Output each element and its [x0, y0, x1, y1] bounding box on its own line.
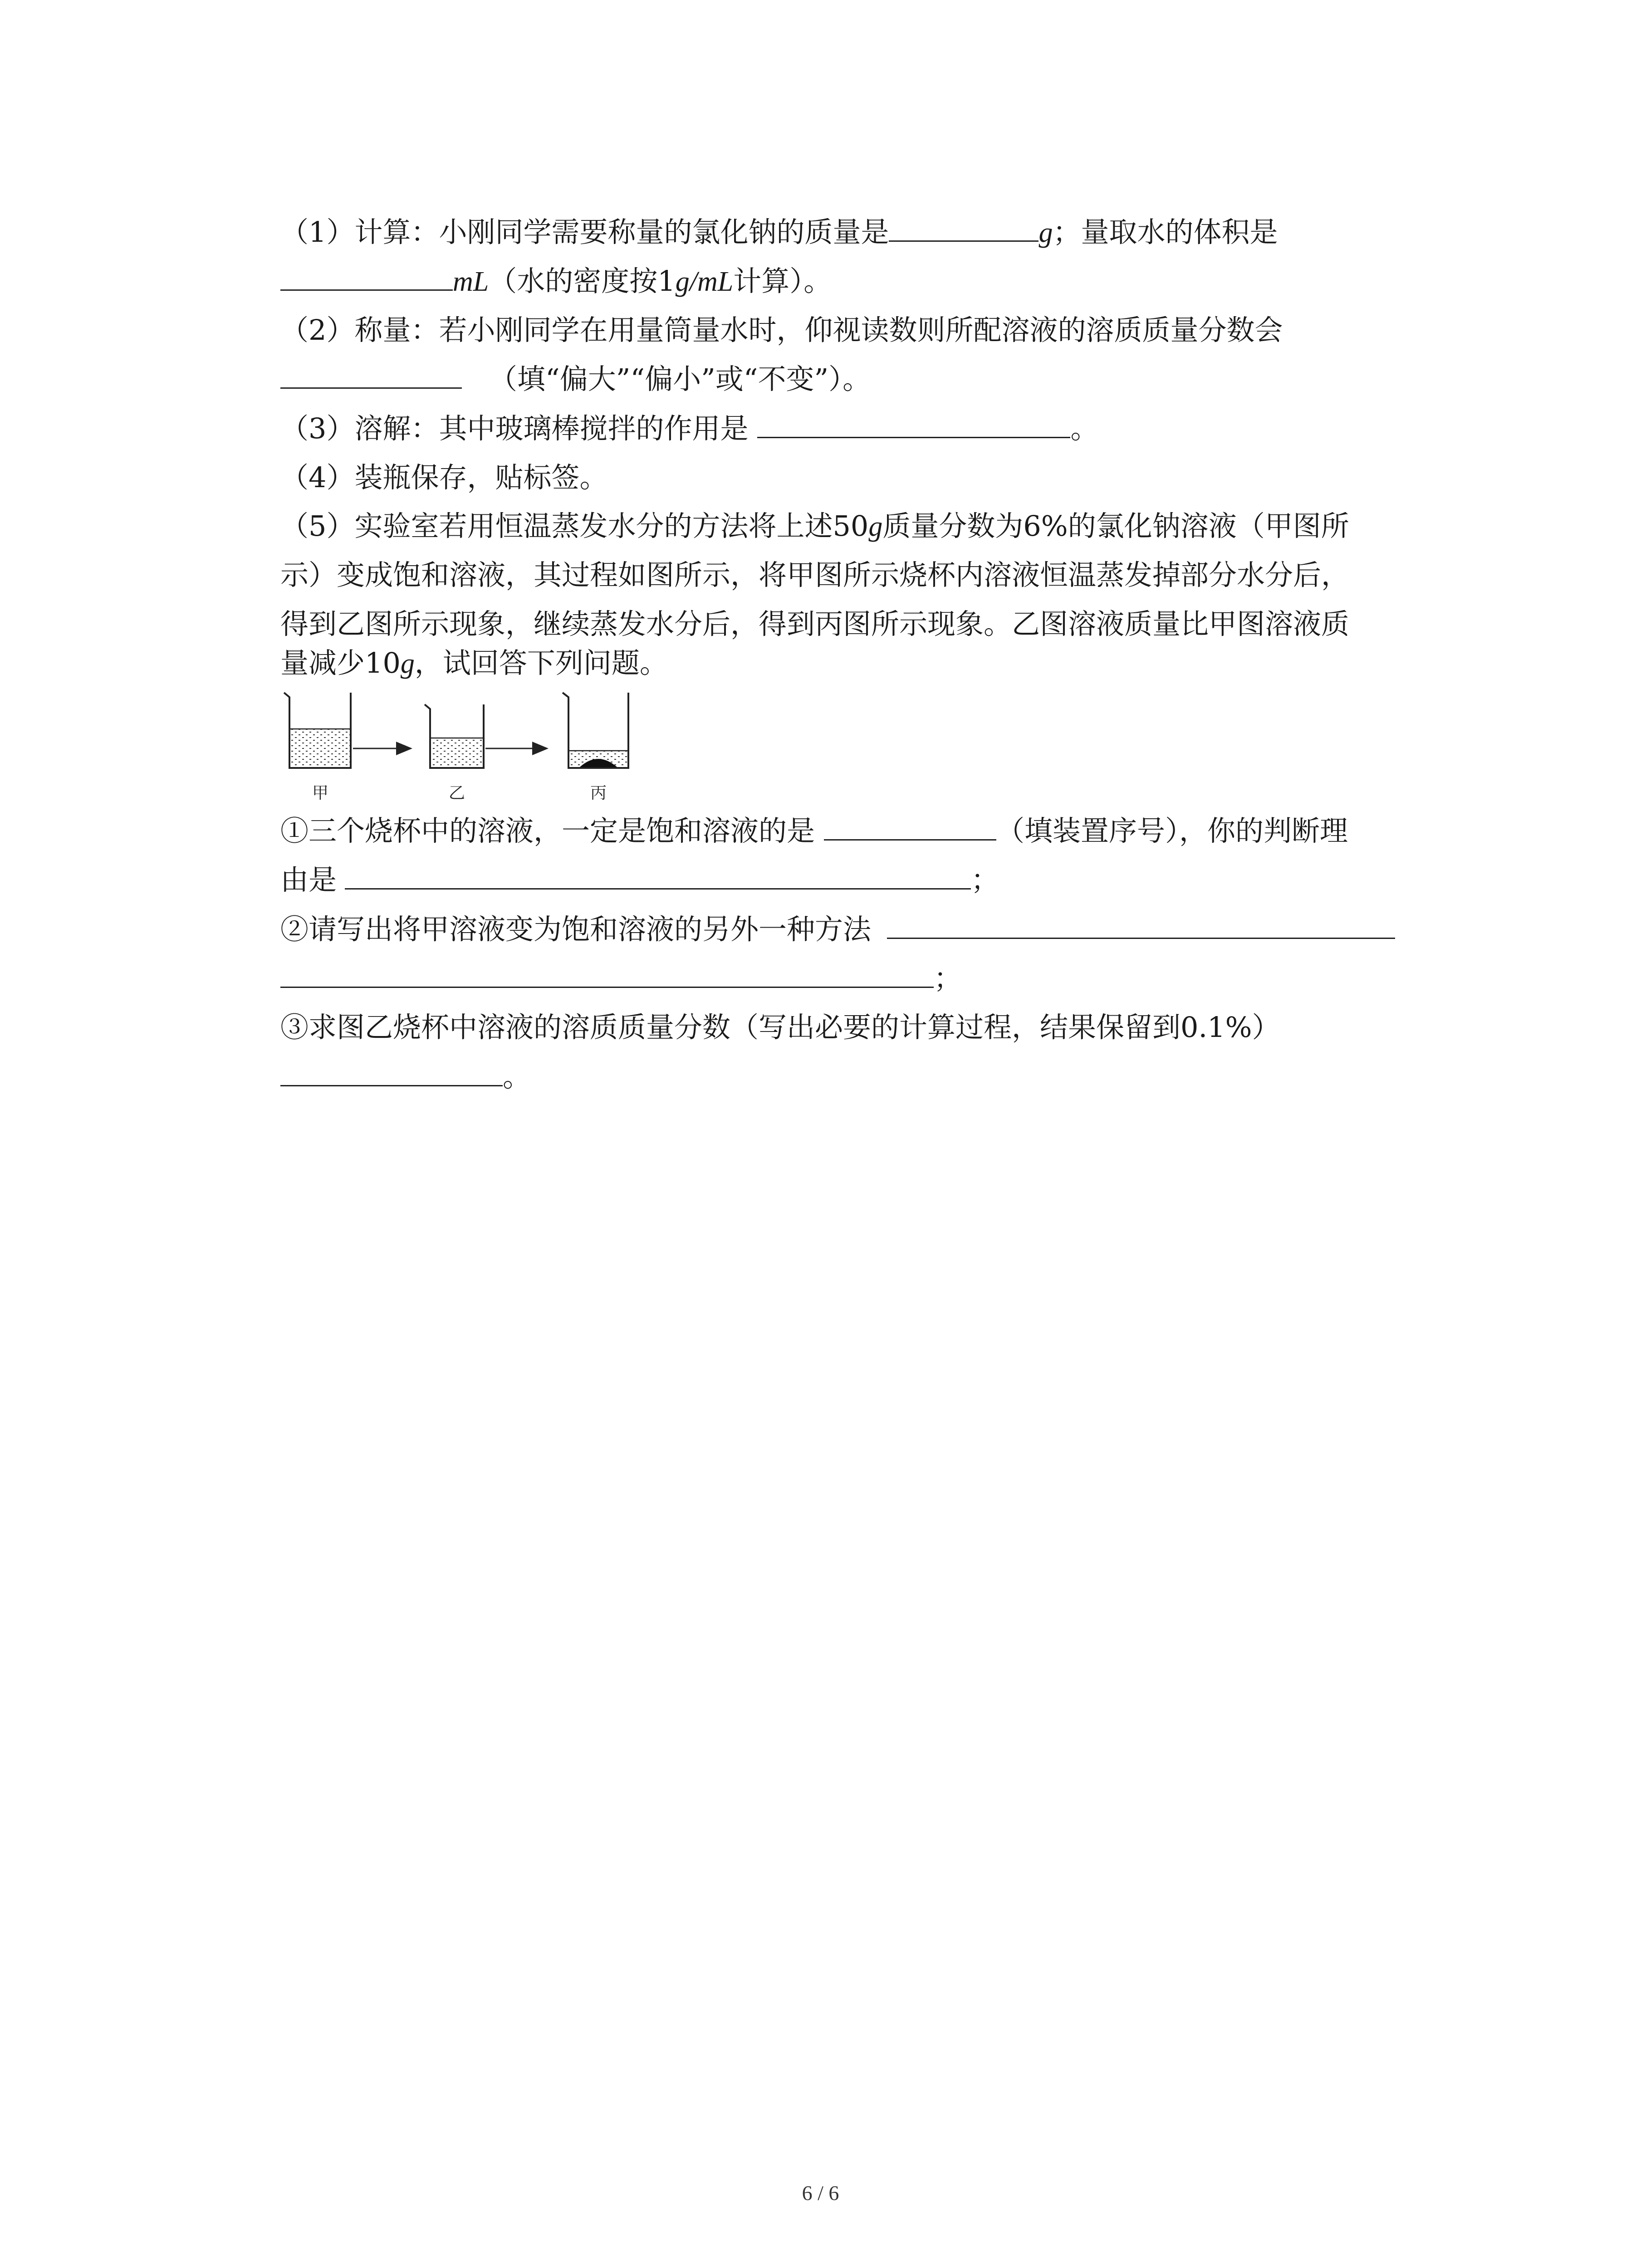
beaker-bing [563, 693, 628, 768]
q1-text-b: ；量取水的体积是 [1053, 215, 1278, 249]
label-yi: 乙 [448, 784, 465, 802]
sub2-text-a: ②请写出将甲溶液变为饱和溶液的另外一种方法 [280, 913, 872, 946]
sub1-reason-blank[interactable] [345, 862, 971, 890]
beaker-jia [284, 693, 351, 768]
beaker-yi [425, 704, 484, 768]
q1-line2 [280, 263, 832, 300]
sub1-line2 [280, 862, 999, 898]
q2-text-b: （填“偏大”“偏小”或“不变”）。 [489, 362, 871, 396]
label-jia: 甲 [312, 784, 329, 802]
sub3-text-b: 。 [503, 1060, 531, 1093]
q5-unit-g2: g [400, 648, 415, 679]
sub2-method-blank-1[interactable] [887, 911, 1395, 939]
q5-text-l4a: 量减少10 [280, 646, 401, 679]
sub1-line1 [280, 813, 1348, 849]
q2-line1 [280, 312, 1283, 348]
sub1-text-d: ； [971, 863, 999, 896]
q1-text-a: （1）计算：小刚同学需要称量的氯化钠的质量是 [280, 215, 889, 249]
q5-text-l2: 示）变成饱和溶液，其过程如图所示，将甲图所示烧杯内溶液恒温蒸发掉部分水分后， [280, 558, 1350, 591]
q1-volume-blank[interactable] [280, 263, 453, 291]
page-number: 6 / 6 [802, 2181, 839, 2204]
q3-text-b: 。 [1070, 412, 1099, 445]
q5-text-l3: 得到乙图所示现象，继续蒸发水分后，得到丙图所示现象。乙图溶液质量比甲图溶液质 [280, 607, 1350, 640]
beaker-evaporation-figure [280, 687, 671, 805]
label-bing: 丙 [590, 784, 607, 802]
sub1-text-c: 由是 [280, 863, 337, 896]
q1-mass-blank[interactable] [889, 214, 1038, 242]
sub2-line2 [280, 960, 962, 997]
sub2-text-b: ； [934, 962, 962, 995]
beaker-yi-solution [430, 738, 484, 766]
beaker-jia-solution [289, 729, 351, 766]
q5-line3 [280, 606, 1349, 642]
sub2-method-blank-2[interactable] [280, 960, 934, 988]
sub3-text-a: ③求图乙烧杯中溶液的溶质质量分数（写出必要的计算过程，结果保留到0.1%） [280, 1011, 1280, 1044]
q3-text-a: （3）溶解：其中玻璃棒搅拌的作用是 [280, 412, 749, 445]
sub1-beaker-blank[interactable] [824, 813, 996, 841]
q1-unit-g: g [1038, 217, 1053, 248]
sub2-line1 [280, 911, 1395, 948]
q3-line [280, 411, 1098, 447]
q2-text-a: （2）称量：若小刚同学在用量筒量水时，仰视读数则所配溶液的溶质质量分数会 [280, 313, 1283, 347]
q4-line [280, 459, 607, 496]
q1-unit-ml: mL [453, 266, 489, 297]
q5-text-l1a: （5）实验室若用恒温蒸发水分的方法将上述50 [280, 509, 869, 543]
q2-answer-blank[interactable] [280, 361, 462, 389]
q5-text-l4b: ，试回答下列问题。 [414, 646, 668, 679]
sub1-text-a: ①三个烧杯中的溶液，一定是饱和溶液的是 [280, 814, 815, 847]
q1-density-unit: g/mL [675, 266, 734, 297]
q1-line1 [280, 214, 1278, 251]
q3-answer-blank[interactable] [757, 411, 1070, 438]
q5-unit-g1: g [868, 511, 883, 542]
q5-line1 [280, 508, 1349, 545]
q5-line2 [280, 557, 1349, 593]
q4-text: （4）装瓶保存，贴标签。 [280, 461, 608, 494]
q1-text-c1: （水的密度按1 [489, 264, 676, 298]
sub3-line2 [280, 1059, 531, 1095]
sub1-text-b: （填装置序号），你的判断理 [996, 814, 1348, 847]
q2-line2 [280, 361, 871, 397]
sub3-answer-blank[interactable] [280, 1059, 503, 1086]
q1-text-c2: 计算）。 [733, 264, 832, 298]
q5-text-l1b: 质量分数为6%的氯化钠溶液（甲图所 [882, 509, 1349, 543]
q5-line4 [280, 645, 668, 682]
sub3-line1 [280, 1009, 1280, 1046]
